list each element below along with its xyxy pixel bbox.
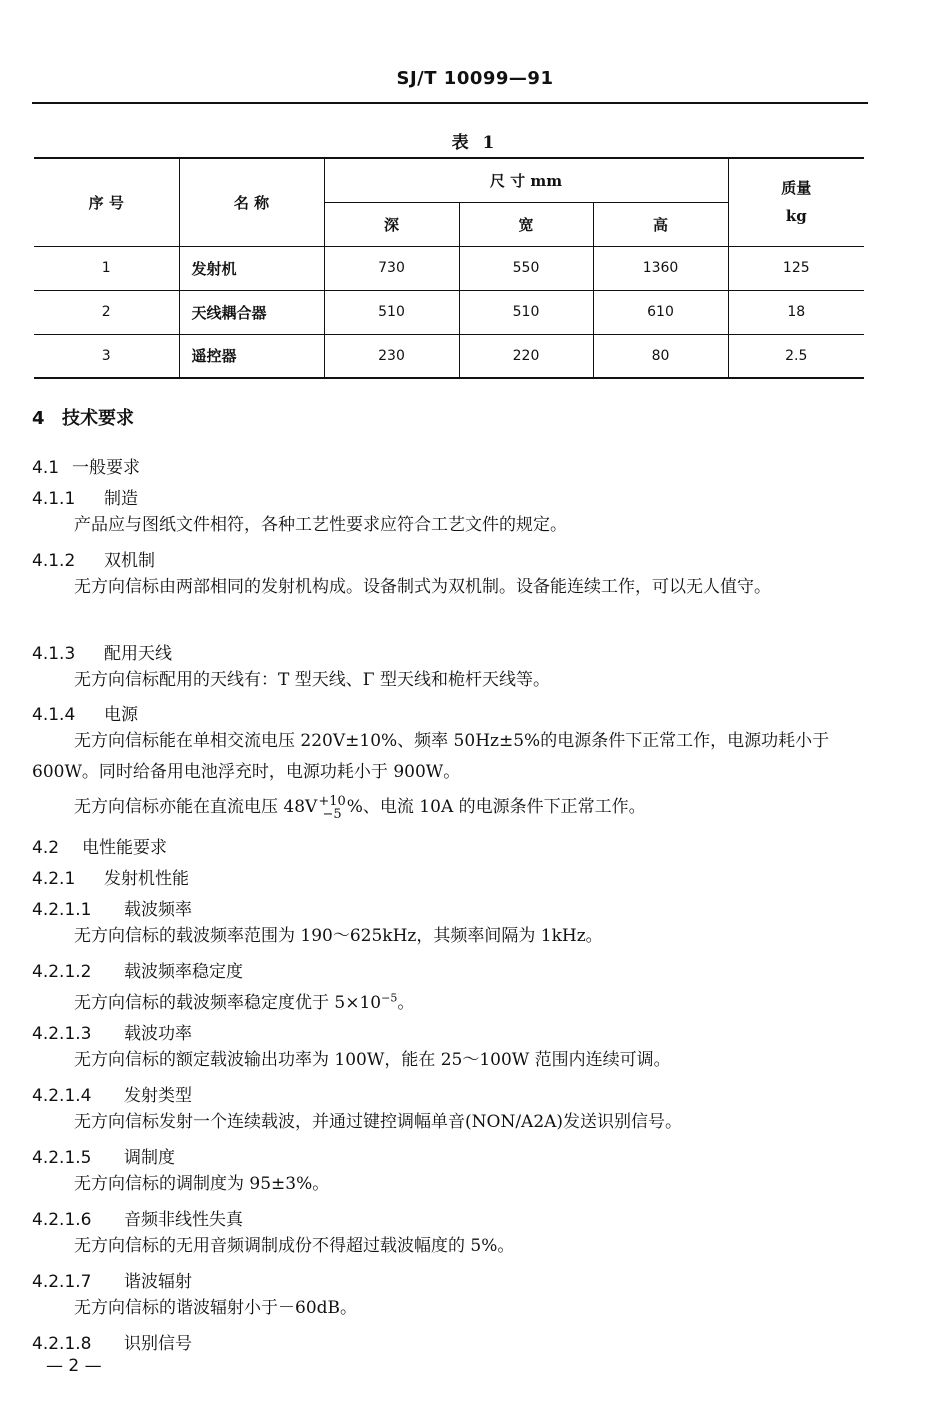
page-number: — 2 —	[46, 1356, 102, 1376]
header-name: 名 称	[179, 158, 324, 246]
section-heading-4-1-4: 4.1.4 电源	[32, 705, 138, 725]
cell-seq: 3	[34, 334, 179, 378]
cell-mass: 18	[728, 290, 864, 334]
section-heading-4-2-1: 4.2.1 发射机性能	[32, 869, 189, 889]
table-row	[34, 334, 864, 378]
section-heading-4-1: 4.1 一般要求	[32, 458, 140, 478]
cell-height: 610	[593, 290, 728, 334]
section-heading-4-2-1-6: 4.2.1.6 音频非线性失真	[32, 1210, 243, 1230]
section-heading-4-2-1-2: 4.2.1.2 载波频率稳定度	[32, 962, 243, 982]
header-mass	[728, 158, 864, 246]
paragraph-4-2-1-4: 无方向信标发射一个连续载波，并通过键控调幅单音(NON/A2A)发送识别信号。	[74, 1112, 683, 1132]
header-mass-label: 质量	[781, 179, 812, 198]
header-height: 高	[593, 202, 728, 246]
paragraph-4-1-1: 产品应与图纸文件相符，各种工艺性要求应符合工艺文件的规定。	[74, 515, 567, 535]
cell-depth: 730	[324, 246, 459, 290]
cell-mass: 125	[728, 246, 864, 290]
section-heading-4-2-1-8: 4.2.1.8 识别信号	[32, 1334, 192, 1354]
cell-height: 80	[593, 334, 728, 378]
paragraph-4-2-1-1: 无方向信标的载波频率范围为 190～625kHz，其频率间隔为 1kHz。	[74, 926, 603, 946]
header-width: 宽	[459, 202, 593, 246]
header-depth: 深	[324, 202, 459, 246]
section-heading-4: 4 技术要求	[32, 408, 134, 429]
section-heading-4-2-1-1: 4.2.1.1 载波频率	[32, 900, 192, 920]
cell-width: 550	[459, 246, 593, 290]
paragraph-4-1-3: 无方向信标配用的天线有：T 型天线、Γ 型天线和桅杆天线等。	[74, 670, 550, 690]
section-heading-4-2-1-5: 4.2.1.5 调制度	[32, 1148, 175, 1168]
paragraph-4-2-1-5: 无方向信标的调制度为 95±3%。	[74, 1174, 330, 1194]
header-seq: 序 号	[34, 158, 179, 246]
cell-name: 发射机	[179, 246, 324, 290]
cell-depth: 510	[324, 290, 459, 334]
cell-width: 510	[459, 290, 593, 334]
cell-name: 天线耦合器	[179, 290, 324, 334]
voltage-tolerance: +10 −5	[318, 793, 346, 822]
standard-code-header: SJ/T 10099—91	[396, 68, 554, 89]
paragraph-4-1-4-dc: 无方向信标亦能在直流电压 48V +10 −5 %、电流 10A 的电源条件下正常工作。	[74, 793, 646, 822]
cell-height: 1360	[593, 246, 728, 290]
paragraph-4-2-1-3: 无方向信标的额定载波输出功率为 100W，能在 25～100W 范围内连续可调。	[74, 1050, 671, 1070]
paragraph-4-2-1-6: 无方向信标的无用音频调制成份不得超过载波幅度的 5%。	[74, 1236, 515, 1256]
cell-depth: 230	[324, 334, 459, 378]
table-row	[34, 246, 864, 290]
header-mass-unit: kg	[785, 207, 807, 226]
table-row	[34, 290, 864, 334]
section-heading-4-2-1-4: 4.2.1.4 发射类型	[32, 1086, 192, 1106]
dimensions-table	[34, 157, 864, 379]
paragraph-4-1-4-ac: 无方向信标能在单相交流电压 220V±10%、频率 50Hz±5%的电源条件下正常工作，电源功耗小于 600W。同时给备用电池浮充时，电源功耗小于 900W。	[32, 731, 830, 782]
cell-width: 220	[459, 334, 593, 378]
cell-seq: 2	[34, 290, 179, 334]
section-heading-4-2-1-3: 4.2.1.3 载波功率	[32, 1024, 192, 1044]
cell-seq: 1	[34, 246, 179, 290]
section-heading-4-2-1-7: 4.2.1.7 谐波辐射	[32, 1272, 192, 1292]
paragraph-4-1-2: 无方向信标由两部相同的发射机构成。设备制式为双机制。设备能连续工作，可以无人值守。	[74, 577, 771, 597]
section-heading-4-1-2: 4.1.2 双机制	[32, 551, 155, 571]
header-rule	[32, 102, 868, 104]
cell-name: 遥控器	[179, 334, 324, 378]
table-title: 表 1	[451, 133, 499, 153]
section-heading-4-2: 4.2 电性能要求	[32, 838, 167, 858]
paragraph-4-2-1-2: 无方向信标的载波频率稳定度优于 $5\times 10^{-5}$。	[74, 991, 415, 1013]
header-size: 尺 寸 mm	[324, 158, 728, 202]
paragraph-4-2-1-7: 无方向信标的谐波辐射小于－60dB。	[74, 1298, 358, 1318]
section-heading-4-1-3: 4.1.3 配用天线	[32, 644, 172, 664]
cell-mass: 2.5	[728, 334, 864, 378]
section-heading-4-1-1: 4.1.1 制造	[32, 489, 138, 509]
